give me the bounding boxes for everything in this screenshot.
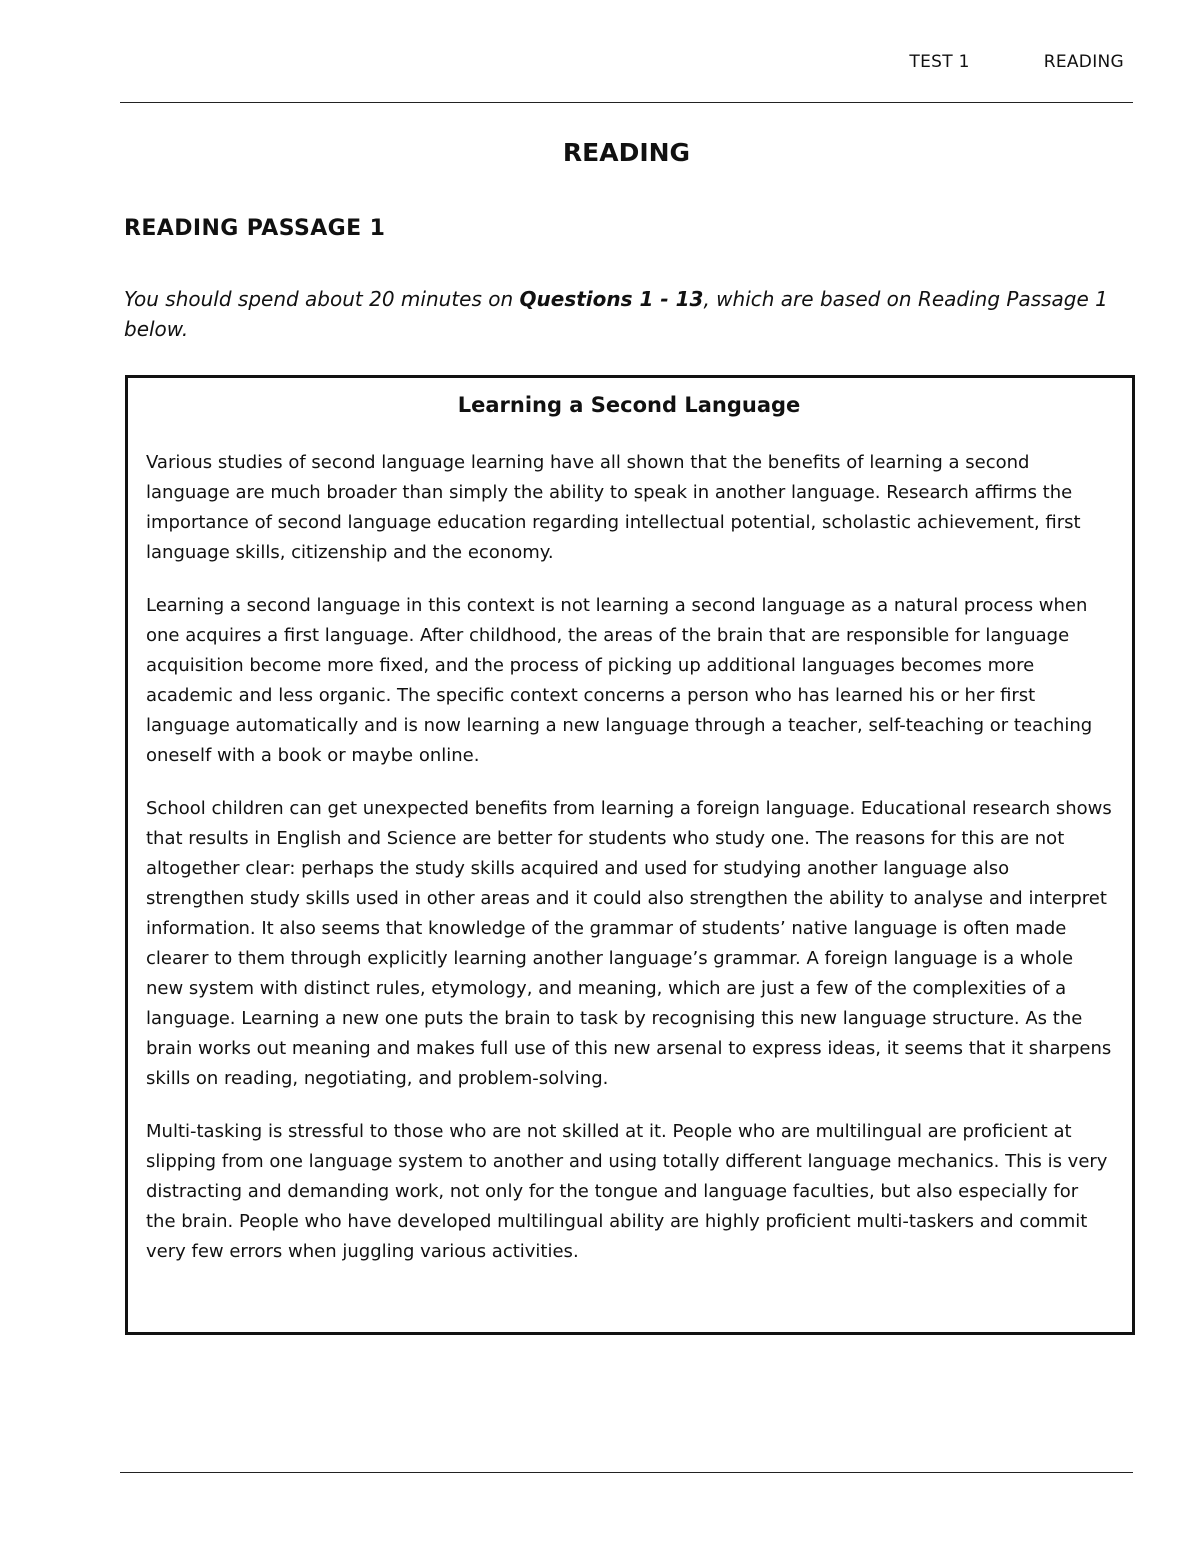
instructions-questions: Questions 1 - 13 bbox=[519, 287, 704, 311]
section-label: READING bbox=[1043, 52, 1124, 72]
passage-paragraph: Various studies of second language learning have all shown that the benefits of learning a second language are much broader than simply the ability to speak in another language. Research affirms the importance of second language education regarding intellectual potential, scholastic achievement, first language skills, citizenship and the economy. bbox=[146, 452, 1081, 563]
page-title: READING bbox=[562, 138, 691, 167]
instructions-before: You should spend about 20 minutes on bbox=[124, 287, 520, 311]
footer-divider bbox=[120, 1472, 1133, 1473]
passage-box bbox=[125, 375, 1135, 1335]
running-header bbox=[909, 52, 1124, 72]
passage-heading: READING PASSAGE 1 bbox=[124, 216, 386, 241]
passage-paragraph: School children can get unexpected benefits from learning a foreign language. Educational research shows that results in English and Science are better for students who study one. The reasons for this are not altogether clear: perhaps the study skills acquired and used for studying another language also strengthen study skills used in other areas and it could also strengthen the ability to analyse and interpret information. It also seems that knowledge of the grammar of students’ native language is often made clearer to them through explicitly learning another language’s grammar. A foreign language is a whole new system with distinct rules, etymology, and meaning, which are just a few of the complexities of a language. Learning a new one puts the brain to task by recognising this new language structure. As the brain works out meaning and makes full use of this new arsenal to express ideas, it seems that it sharpens skills on reading, negotiating, and problem-solving. bbox=[146, 798, 1112, 1089]
passage-paragraph: Multi-tasking is stressful to those who are not skilled at it. People who are multilingual are proficient at slipping from one language system to another and using totally different language mechanics. This is very distracting and demanding work, not only for the tongue and language faculties, but also especially for the brain. People who have developed multilingual ability are highly proficient multi-taskers and commit very few errors when juggling various activities. bbox=[146, 1121, 1108, 1262]
instructions bbox=[124, 284, 1124, 344]
header-divider bbox=[120, 102, 1133, 103]
instructions-after: , which are based on Reading Passage 1 below. bbox=[124, 287, 1108, 341]
passage-title: Learning a Second Language bbox=[457, 393, 801, 417]
passage-paragraph: Learning a second language in this context is not learning a second language as a natural process when one acquires a first language. After childhood, the areas of the brain that are responsible for language acquisition become more fixed, and the process of picking up additional languages becomes more academic and less organic. The specific context concerns a person who has learned his or her first language automatically and is now learning a new language through a teacher, self-teaching or teaching oneself with a book or maybe online. bbox=[146, 595, 1093, 766]
test-label: TEST 1 bbox=[909, 52, 970, 72]
